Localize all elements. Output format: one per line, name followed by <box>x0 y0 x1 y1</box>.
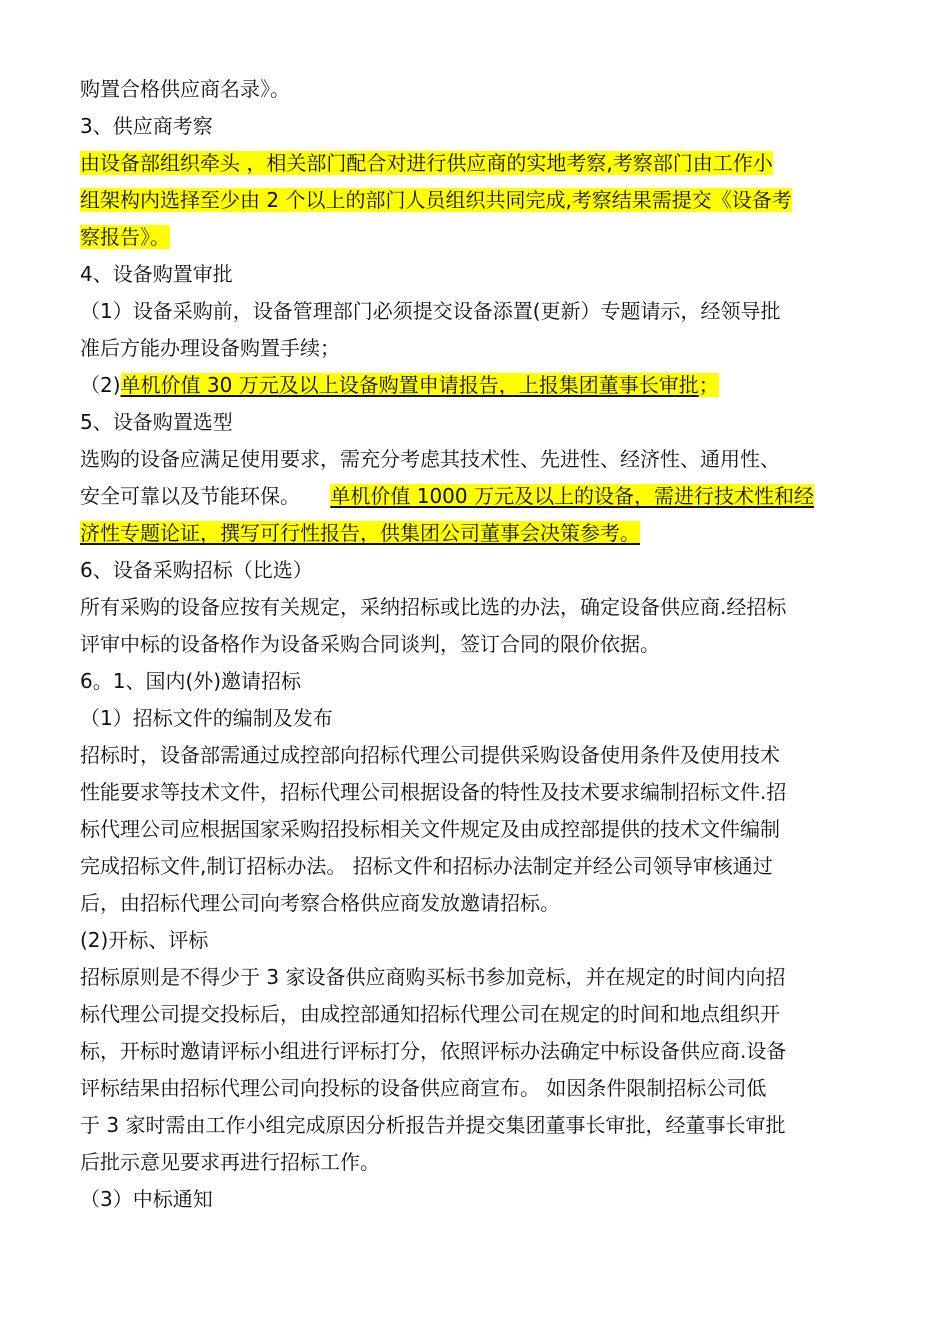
text-line: （1）招标文件的编制及发布 <box>80 706 333 730</box>
section-heading-3: 3、供应商考察 <box>80 114 213 138</box>
section-heading-5: 5、设备购置选型 <box>80 410 233 434</box>
text-line <box>80 145 880 182</box>
text-line <box>80 219 880 256</box>
text-line: 所有采购的设备应按有关规定，采纳招标或比选的办法，确定设备供应商.经招标 <box>80 595 787 619</box>
text-line: （3）中标通知 <box>80 1187 213 1211</box>
highlighted-underlined-text: 单机价值 1000 万元及以上的设备，需进行技术性和经 <box>330 484 814 508</box>
text-line: 后，由招标代理公司向考察合格供应商发放邀请招标。 <box>80 891 560 915</box>
section-heading-4: 4、设备购置审批 <box>80 262 233 286</box>
text-segment: （2) <box>80 373 121 397</box>
text-line: （1）设备采购前，设备管理部门必须提交设备添置(更新）专题请示，经领导批 <box>80 299 781 323</box>
highlighted-underlined-text: 济性专题论证，撰写可行性报告，供集团公司董事会决策参考。 <box>80 521 640 545</box>
text-line <box>80 367 880 404</box>
highlighted-text: 组架构内选择至少由 2 个以上的部门人员组织共同完成,考察结果需提交《设备考 <box>80 188 792 212</box>
section-heading-6: 6、设备采购招标（比选） <box>80 558 313 582</box>
text-line: 准后方能办理设备购置手续； <box>80 336 340 360</box>
text-line: 选购的设备应满足使用要求，需充分考虑其技术性、先进性、经济性、通用性、 <box>80 447 780 471</box>
text-line: 完成招标文件,制订招标办法。 招标文件和招标办法制定并经公司领导审核通过 <box>80 854 773 878</box>
text-segment: 安全可靠以及节能环保。 <box>80 484 307 508</box>
text-line: 标代理公司提交投标后，由成控部通知招标代理公司在规定的时间和地点组织开 <box>80 1002 780 1026</box>
highlighted-text: 由设备部组织牵头 ，相关部门配合对进行供应商的实地考察,考察部门由工作小 <box>80 151 773 175</box>
text-line: (2)开标、评标 <box>80 928 209 952</box>
highlighted-text: 察报告》。 <box>80 225 170 249</box>
text-line: 招标原则是不得少于 3 家设备供应商购买标书参加竞标，并在规定的时间内向招 <box>80 965 786 989</box>
text-line: 后批示意见要求再进行招标工作。 <box>80 1150 380 1174</box>
text-line <box>80 515 880 552</box>
highlighted-underlined-text: 单机价值 30 万元及以上设备购置申请报告，上报集团董事长审批 <box>120 373 699 397</box>
text-line: 于 3 家时需由工作小组完成原因分析报告并提交集团董事长审批，经董事长审批 <box>80 1113 786 1137</box>
text-segment: ； <box>698 373 719 397</box>
text-line <box>80 478 880 515</box>
text-line: 购置合格供应商名录》。 <box>80 77 290 101</box>
text-line: 招标时，设备部需通过成控部向招标代理公司提供采购设备使用条件及使用技术 <box>80 743 780 767</box>
section-heading-6-1: 6。1、国内(外)邀请招标 <box>80 669 302 693</box>
text-line: 标代理公司应根据国家采购招投标相关文件规定及由成控部提供的技术文件编制 <box>80 817 780 841</box>
text-line <box>80 182 880 219</box>
document-page <box>80 71 880 1218</box>
text-line: 评审中标的设备格作为设备采购合同谈判，签订合同的限价依据。 <box>80 632 660 656</box>
text-line: 标，开标时邀请评标小组进行评标打分，依照评标办法确定中标设备供应商.设备 <box>80 1039 787 1063</box>
text-line: 评标结果由招标代理公司向投标的设备供应商宣布。 如因条件限制招标公司低 <box>80 1076 767 1100</box>
text-line: 性能要求等技术文件，招标代理公司根据设备的特性及技术要求编制招标文件.招 <box>80 780 787 804</box>
